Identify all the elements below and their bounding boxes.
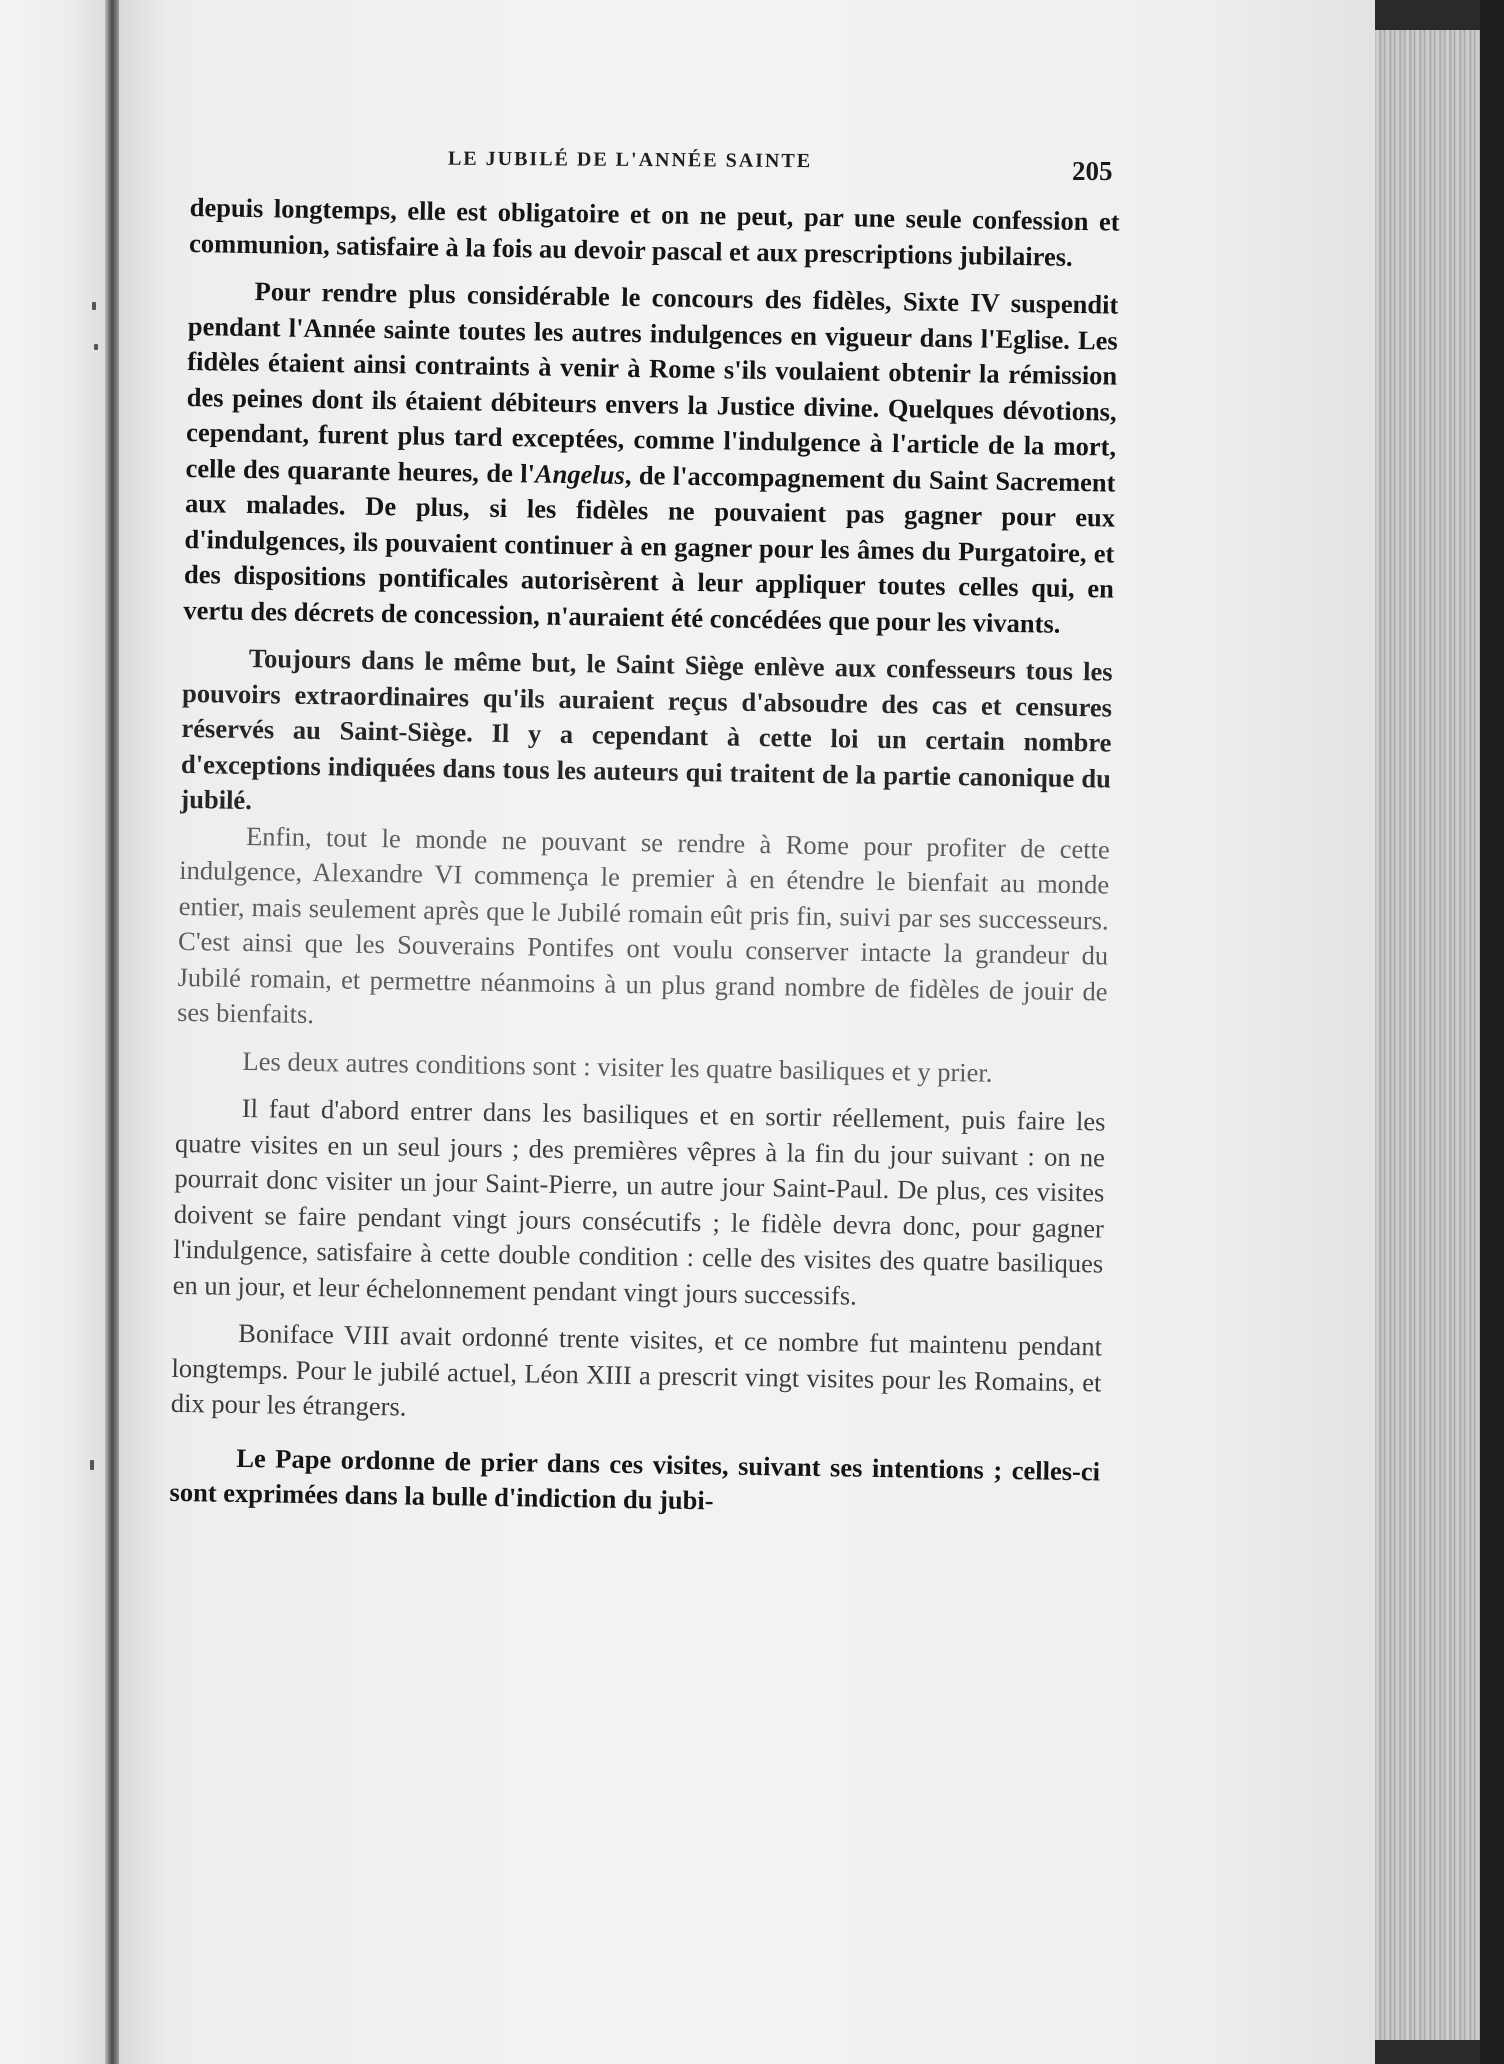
- paragraph: depuis longtemps, elle est obligatoire et on ne peut, par une seule confession et communion, satisfaire à la fois au devoir pascal et aux prescriptions jubilaires.: [188, 191, 1120, 272]
- stacked-page-edges: [1375, 30, 1480, 2040]
- margin-speck: [94, 344, 98, 350]
- facing-page-edge: [0, 0, 105, 2064]
- paragraph-text: , de l'accompagnement du Saint Sacrement aux malades. De plus, si les fidèles ne pouvaient pas gagner pour eux d'indulgences, ils pouvaient continuer à en gagner pour les âmes du Purgatoire, et des dispositions pontificales autorisèrent à leur appliquer toutes celles qui, en vertu des décrets de concession, n'auraient été concédées que pour les vivants.: [183, 459, 1116, 639]
- italic-term: Angelus: [534, 457, 626, 490]
- paragraph: Il faut d'abord entrer dans les basiliques et en sortir réellement, puis faire les quatre visites en un seul jours ; des premières vêpres à la fin du jour suivant : on ne pourrait donc visiter un jour Saint-Pierre, un autre jour Saint-Paul. De plus, ces visites doivent se faire pendant vingt jours consécutifs ; le fidèle devra donc, pour gagner l'indulgence, satisfaire à cette double condition : celle des visites des quatre basiliques en un jour, et leur échelonnement pendant vingt jours successifs.: [172, 1092, 1106, 1311]
- scan-background-right: [1480, 0, 1504, 2064]
- margin-speck: [92, 302, 96, 310]
- paragraph: Enfin, tout le monde ne pouvant se rendre à Rome pour profiter de cette indulgence, Alexandre VI commença le premier à en étendre le bienfait au monde entier, mais seulement après que le Jubilé romain eût pris fin, suivi par ses successeurs. C'est ainsi que les Souverains Pontifes ont voulu conserver intacte la grandeur du Jubilé romain, et permettre néanmoins à un plus grand nombre de fidèles de jouir de ses bienfaits.: [176, 820, 1110, 1030]
- running-head: LE JUBILÉ DE L'ANNÉE SAINTE: [447, 147, 813, 173]
- paragraph-text: Pour rendre plus considérable le concours des fidèles, Sixte IV suspendit pendant l'Année sainte toutes les autres indulgences en vigueur dans l'Eglise. Les fidèles étaient ainsi contraints à venir à Rome s'ils voulaient obtenir la rémission des peines dont ils étaient débiteurs envers la Justice divine. Quelques dévotions, cependant, furent plus tard exceptées, comme l'indulgence à l'article de la mort, celle des quarante heures, de l': [185, 276, 1119, 488]
- body-text: [169, 190, 1120, 1525]
- paragraph: Boniface VIII avait ordonné trente visites, et ce nombre fut maintenu pendant longtemps. Pour le jubilé actuel, Léon XIII a prescrit vingt visites pour les Romains, et dix pour les étrangers.: [170, 1317, 1103, 1422]
- paragraph: Les deux autres conditions sont : visiter les quatre basiliques et y prier.: [242, 1045, 993, 1088]
- paragraph: Le Pape ordonne de prier dans ces visites, suivant ses intentions ; celles-ci sont exprimées dans la bulle d'indiction du jubi-: [169, 1442, 1101, 1516]
- paragraph: [183, 273, 1118, 643]
- page-number: 205: [1072, 156, 1113, 186]
- margin-speck: [90, 1460, 94, 1470]
- paragraph: Toujours dans le même but, le Saint Siège enlève aux confesseurs tous les pouvoirs extraordinaires qu'ils auraient reçus d'absoudre des cas et censures réservés au Saint-Siège. Il y a cependant à cette loi un certain nombre d'exceptions indiquées dans tous les auteurs qui traitent de la partie canonique du jubilé.: [180, 642, 1113, 816]
- book-gutter: [105, 0, 119, 2064]
